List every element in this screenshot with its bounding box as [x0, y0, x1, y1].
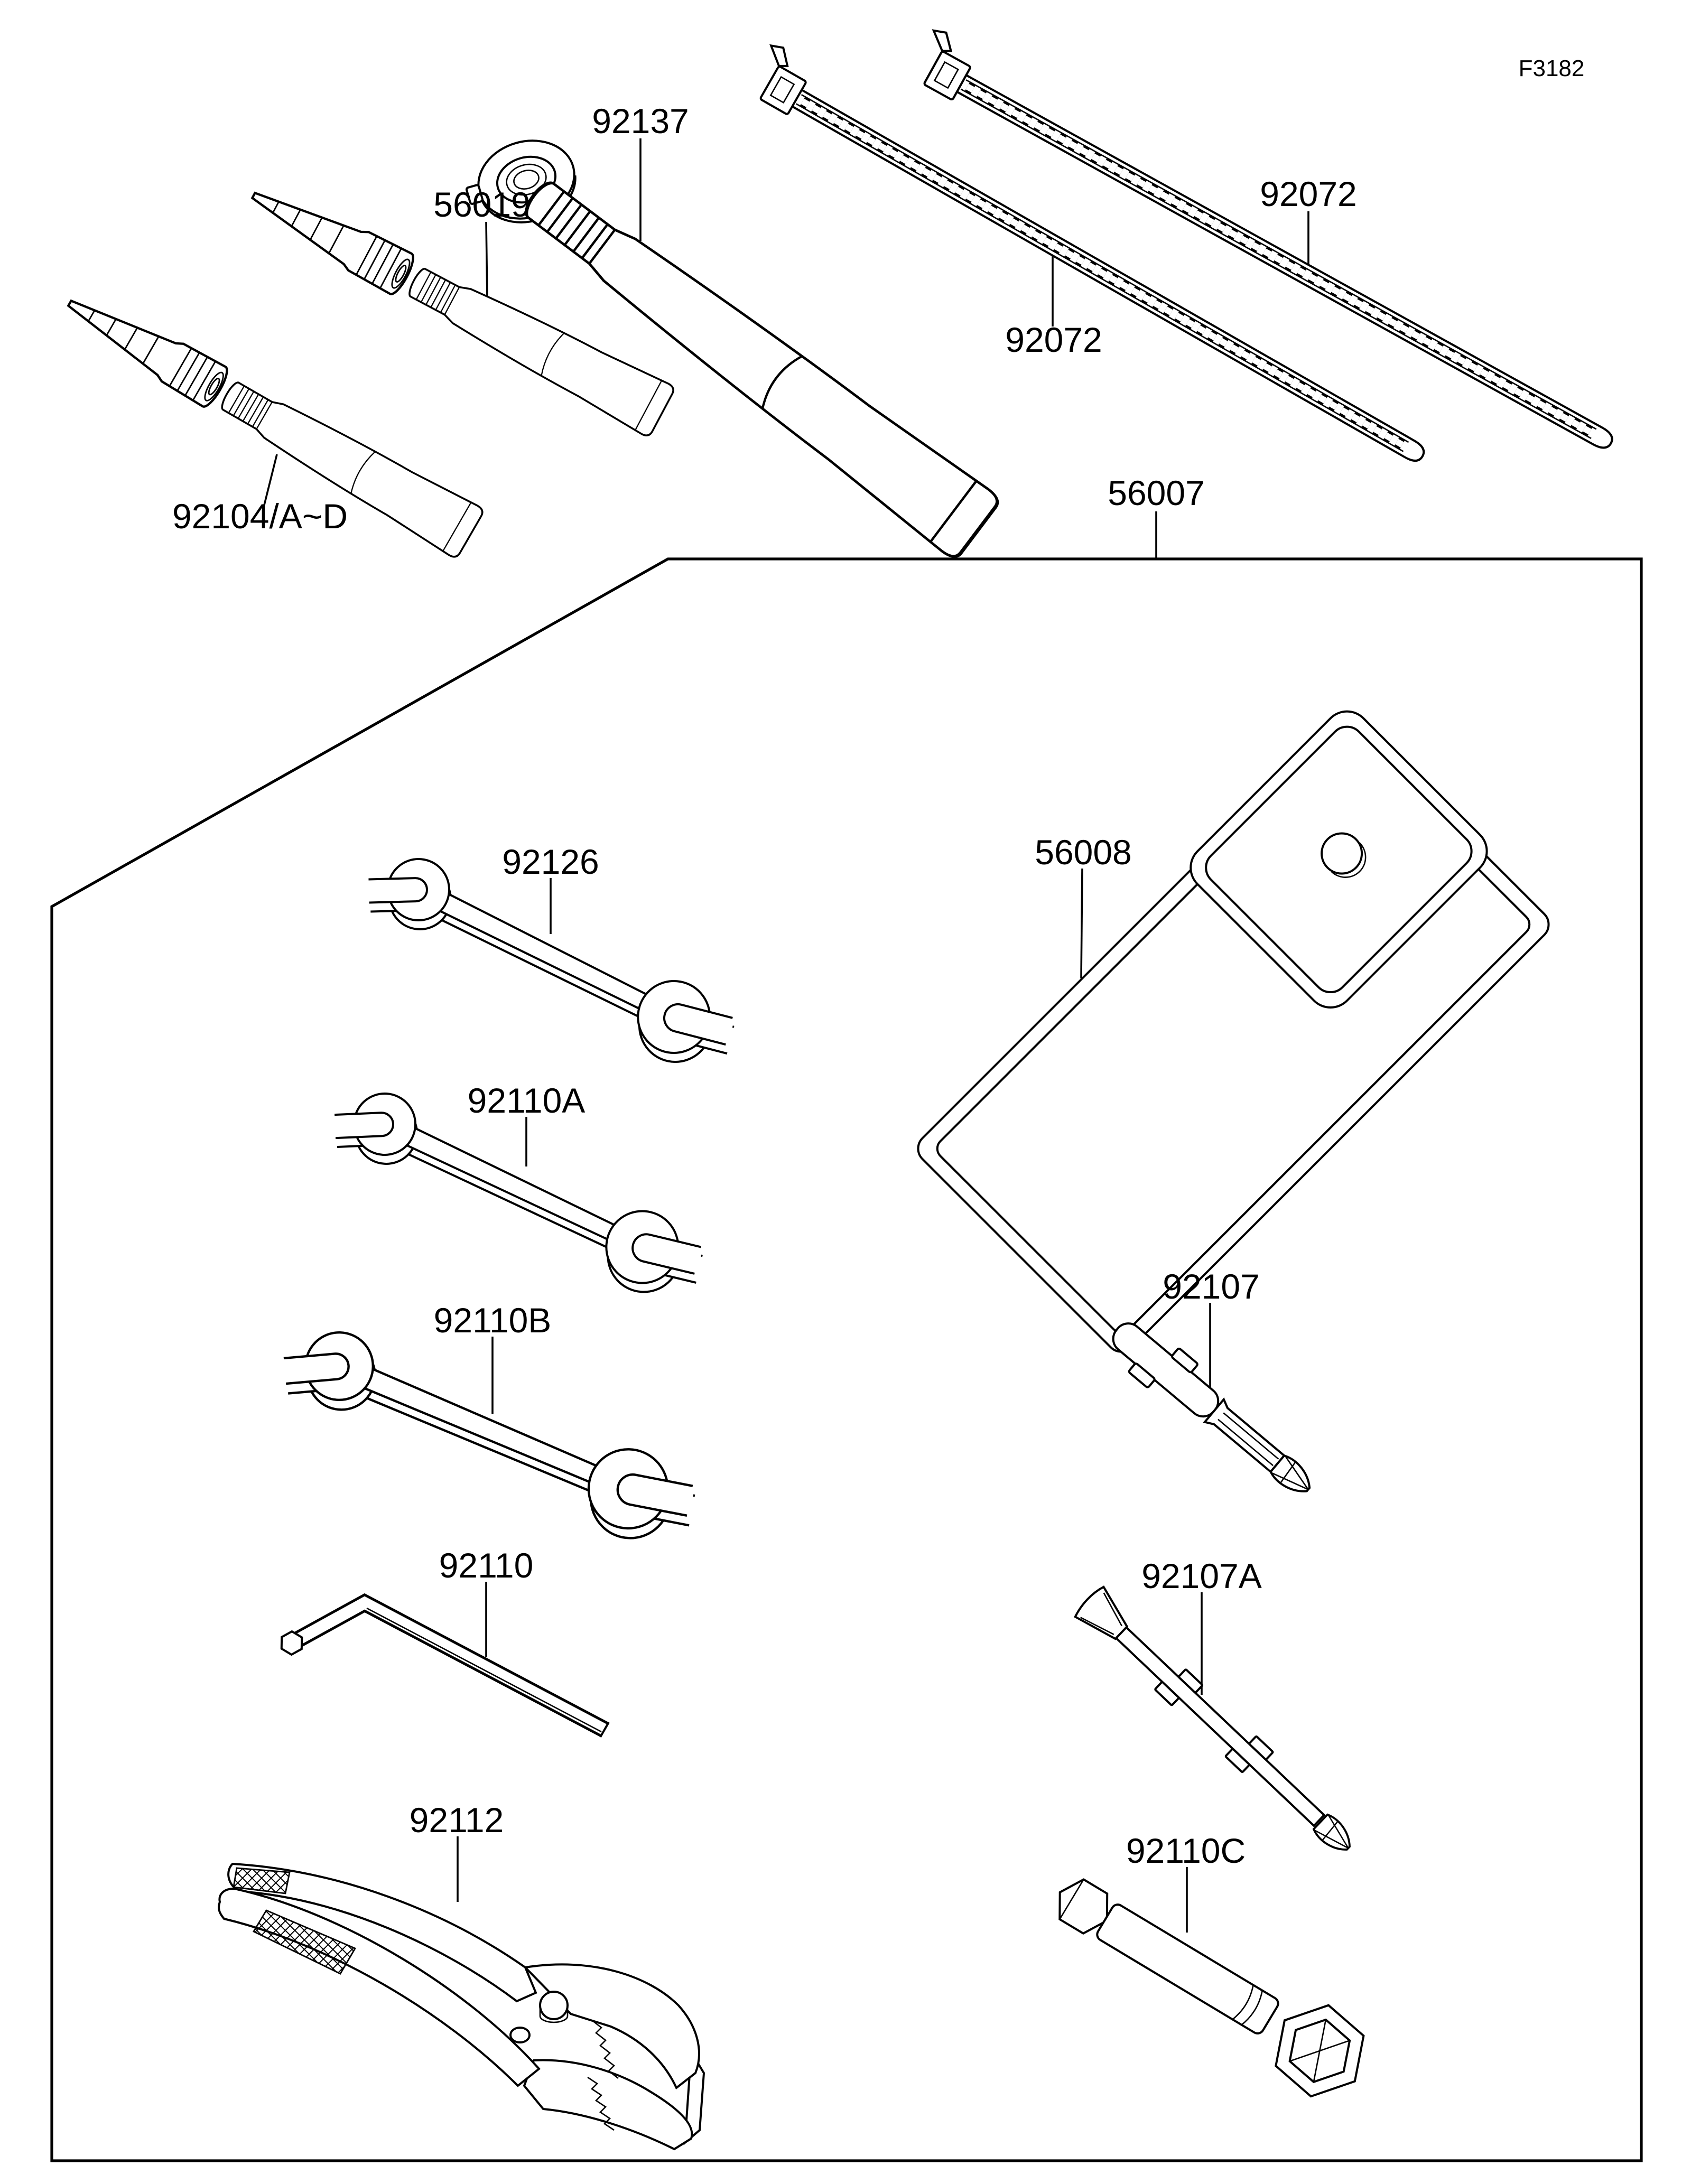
part-label-92110b: 92110B [433, 1301, 552, 1340]
part-label-92110: 92110 [439, 1546, 534, 1585]
part-label-56008: 56008 [1035, 833, 1132, 872]
part-label-92104ad: 92104/A~D [172, 497, 348, 536]
leader-line [1081, 869, 1082, 978]
part-label-92072-2: 92072 [1260, 174, 1357, 213]
part-label-92137: 92137 [592, 101, 689, 141]
tool-bag-art [906, 702, 1563, 1358]
part-label-92107a: 92107A [1141, 1556, 1262, 1595]
cable-tie-2-art [908, 27, 1629, 460]
part-label-92110c: 92110C [1126, 1831, 1246, 1870]
part-label-92112: 92112 [409, 1800, 504, 1840]
wrench-92110b-art [269, 1308, 711, 1561]
part-label-92107: 92107 [1163, 1267, 1260, 1306]
part-label-92126: 92126 [502, 842, 599, 881]
phillips-bit-92107-art [1101, 1310, 1324, 1509]
part-label-92110a: 92110A [467, 1081, 586, 1120]
leader-line [486, 222, 487, 298]
part-label-56019: 56019 [433, 185, 531, 224]
part-label-56007: 56007 [1108, 473, 1205, 512]
double-bit-92107a-art [1073, 1585, 1363, 1863]
figure-code: F3182 [1518, 55, 1585, 81]
pliers-art [219, 1864, 704, 2149]
plug-wrench-92110c-art [1034, 1853, 1389, 2119]
hex-key-art [277, 1603, 609, 1737]
part-label-92072-1: 92072 [1005, 320, 1102, 359]
